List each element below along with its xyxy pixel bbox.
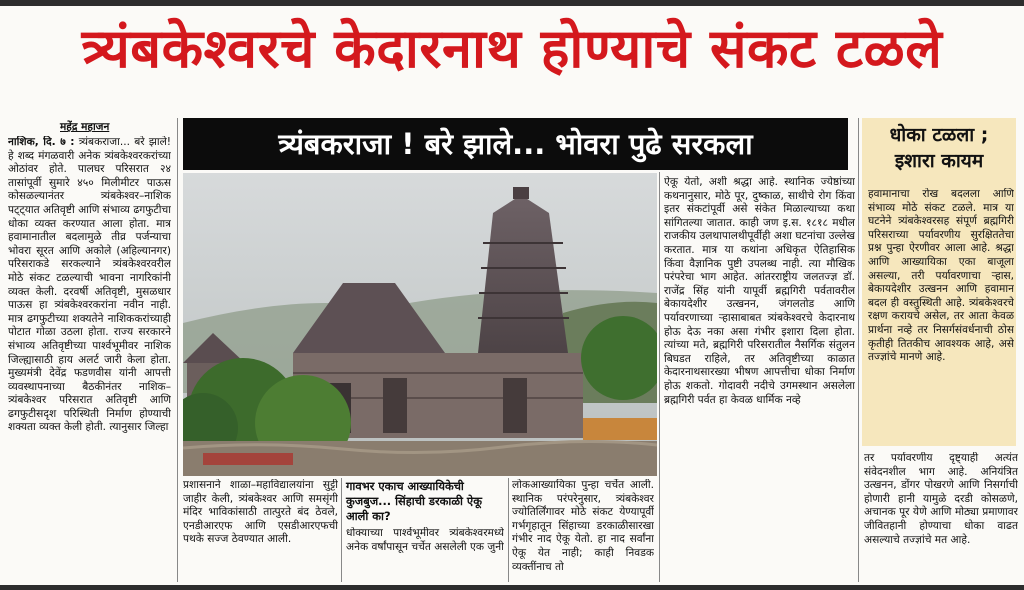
article-column-2 [183,479,338,582]
top-border [0,0,1024,6]
sidebar-heading [862,118,1016,184]
article-column-3 [346,527,504,582]
article-body-col4: लोकआख्यायिका पुन्हा चर्चेत आली. स्थानिक परंपरेनुसार, त्र्यंबकेश्वर ज्योतिर्लिंगावर मोठे संकट येण्यापूर्वी गर्भगृहातून सिंहाच्या डरकाळीसारखा गंभीर नाद ऐकू येतो. हा नाद सर्वांना ऐकू येत नाही; काही निवडक व्यक्तींनाच तो [512,479,654,573]
article-column-4 [512,479,654,582]
article-body-col6: तर पर्यावरणीय दृष्ट्याही अत्यंत संवेदनशील भाग आहे. अनियंत्रित उत्खनन, डोंगर पोखरणे आणि निसर्गाची होणारी हानी यामुळे दरडी कोसळणे, अचानक पूर येणे आणि मोठ्या प्रमाणावर जीवितहानी होण्याचा धोका वाढत असल्याचे तज्ज्ञांचे मत आहे. [864,452,1018,546]
column-divider [858,118,859,582]
article-body-col3: धोक्याच्या पार्श्वभूमीवर त्र्यंबकेश्वरमध्ये अनेक वर्षांपासून चर्चेत असलेली एक जुनी [346,527,504,553]
article-body-col5: ऐकू येतो, अशी श्रद्धा आहे. स्थानिक ज्येष्ठांच्या कथनानुसार, मोठे पूर, दुष्काळ, साथीचे रोग किंवा इतर संकटांपूर्वी असे संकेत मिळाल्याच्या कथा सांगितल्या जातात. काही जण इ.स. १८१८ मधील राजकीय उलथापालथीपूर्वीही अशा घटनांचा उल्लेख करतात. मात्र या कथांना अधिकृत ऐतिहासिक किंवा वैज्ञानिक पुष्टी उपलब्ध नाही. त्या मौखिक परंपरेचा भाग आहेत. आंतरराष्ट्रीय जलतज्ज्ञ डॉ. राजेंद्र सिंह यांनी यापूर्वी ब्रह्मगिरी पर्वतावरील बेकायदेशीर उत्खनन, जंगलतोड आणि पर्यावरणाच्या ऱ्हासाबाबत त्र्यंबकेश्वरचे केदारनाथ होऊ देऊ नका असा गंभीर इशारा दिला होता. त्यांच्या मते, ब्रह्मगिरी परिसरातील नैसर्गिक संतुलन बिघडत राहिले, तर अतिवृष्टीच्या काळात केदारनाथसारख्या भीषण आपत्तीचा धोका निर्माण होऊ शकतो. गोदावरी नदीचे उगमस्थान असलेला ब्रह्मगिरी पर्वत हा केवळ धार्मिक नव्हे [664,176,855,406]
byline: महेंद्र महाजन [60,121,110,133]
column-divider [659,172,660,582]
page-headline: त्र्यंबकेश्वरचे केदारनाथ होण्याचे संकट टळले [81,17,943,80]
trimbakeshwar-temple-image [183,173,657,476]
sidebar-text [868,188,1014,444]
subheadline-bar: त्र्यंबकराजा ! बरे झाले... भोवरा पुढे सरकला [183,118,848,170]
dateline: नाशिक, दि. ७ : [8,136,75,148]
temple-photo [183,173,657,476]
sidebar-body: हवामानाचा रोख बदलला आणि संभाव्य मोठे संकट टळले. मात्र या घटनेने त्र्यंबकेश्वरसह संपूर्ण ब्रह्मगिरी परिसराच्या पर्यावरणीय सुरक्षिततेचा प्रश्न पुन्हा ऐरणीवर आला आहे. श्रद्धा आणि आख्यायिका एका बाजूला असल्या, तरी पर्यावरणाचा ऱ्हास, बेकायदेशीर उत्खनन आणि हवामान बदल ही वस्तुस्थिती आहे. त्र्यंबकेश्वरचे रक्षण करायचे असेल, तर आता केवळ प्रार्थना नव्हे तर निसर्गसंवर्धनाची ठोस कृतीही तितकीच आवश्यक आहे, असे तज्ज्ञांचे मानणे आहे. [868,188,1014,364]
section-question-heading: गावभर एकाच आख्यायिकेची कुजबुज... सिंहाची डरकाळी ऐकू आली का? [346,479,482,523]
sidebar-heading-line1: धोका टळला ; [889,124,989,146]
article-column-5 [664,176,855,582]
article-body-col1: त्र्यंबकराजा... बरे झाले! हे शब्द मंगळवारी अनेक त्र्यंबकेश्वरकरांच्या ओठांवर होते. पालघर परिसरात २४ तासांपूर्वी सुमारे ४५० मिलीमीटर पाऊस कोसळल्यानंतर त्र्यंबकेश्वर–नाशिक पट्ट्यात अतिवृष्टी आणि संभाव्य ढगफुटीचा धोका व्यक्त करण्यात आला होता. मात्र हवामानातील बदलामुळे तीव्र पर्जन्याचा भोवरा सूरत आणि अकोले (अहिल्यानगर) परिसराकडे सरकल्याने त्र्यंबकेश्वरवरील मोठे संकट टळल्याची भावना नागरिकांनी व्यक्त केली. दरवर्षी अतिवृष्टी, मुसळधार पाऊस हा त्र्यंबकेश्वरकरांना नवीन नाही. मात्र ढगफुटीच्या शक्यतेने नाशिककरांच्याही पोटात गोळा उठला होता. राज्य सरकारने संभाव्य अतिवृष्टीच्या पार्श्वभूमीवर नाशिक जिल्ह्यासाठी हाय अलर्ट जारी केला होता. मुख्यमंत्री देवेंद्र फडणवीस यांनी आपत्ती व्यवस्थापनाच्या बैठकीनंतर नाशिक–त्र्यंबकेश्वर परिसरात अतिवृष्टी आणि ढगफुटीसदृश परिस्थिती निर्माण होण्याची शक्यता व्यक्त केली होती. त्यानुसार जिल्हा [8,136,171,434]
column-divider [341,478,342,582]
article-body-col2: प्रशासनाने शाळा–महाविद्यालयांना सुट्टी जाहीर केली, त्र्यंबकेश्वर आणि समसृंगी मंदिर भाविकांसाठी तात्पुरते बंद ठेवले, एनडीआरएफ आणि एसडीआरएफची पथके सज्ज ठेवण्यात आली. [183,479,338,546]
column-divider [177,118,178,582]
sidebar-heading-line2: इशारा कायम [894,150,984,172]
article-column-1 [8,136,171,582]
bottom-border [0,585,1024,590]
article-column-6 [864,452,1018,582]
column-divider [508,478,509,582]
